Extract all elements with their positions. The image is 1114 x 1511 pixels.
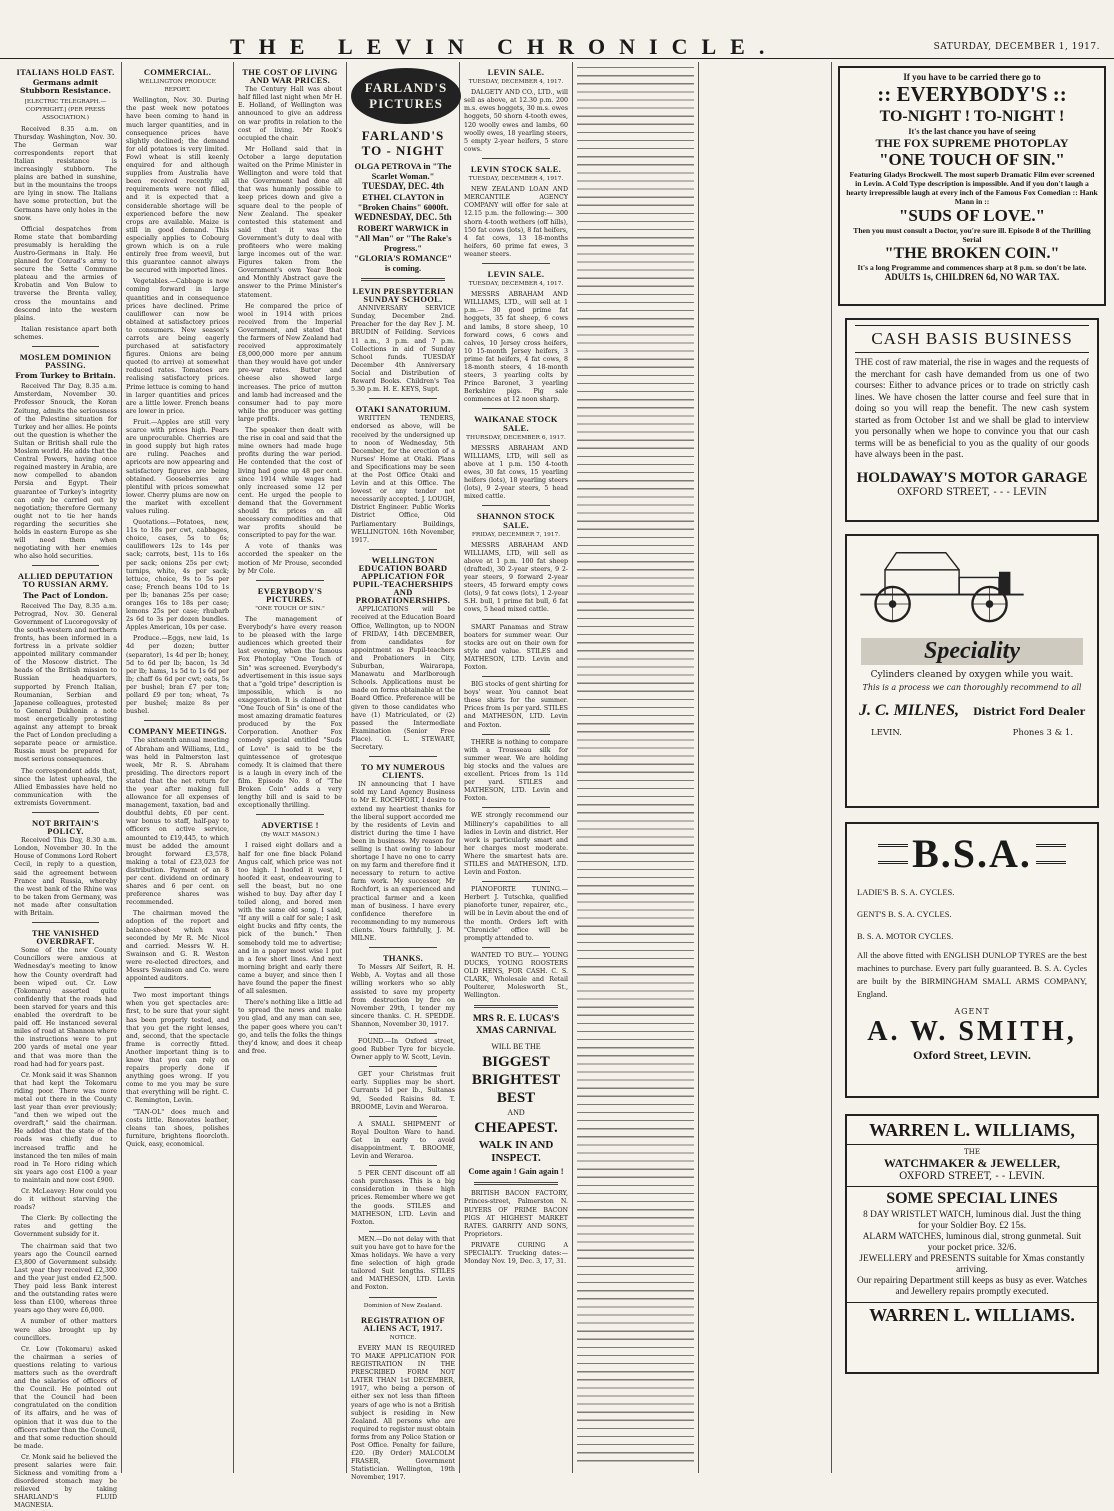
ww-line: JEWELLERY and PRESENTS suitable for Xmas constantly arriving. xyxy=(859,1254,1085,1275)
headline-levin-sale: LEVIN SALE. xyxy=(487,67,545,77)
ww-line: 8 DAY WRISTLET WATCH, luminous dial. Just the thing for your Soldier Boy. £2 15s. xyxy=(863,1210,1081,1231)
sale-date: TUESDAY, DECEMBER 4, 1917. xyxy=(468,281,564,288)
headline-education-board: WELLINGTON EDUCATION BOARD APPLICATION FOR PUPIL-TEACHERSHIPS AND PROBATIONERSHIPS. xyxy=(352,554,454,606)
headline-cost-of-living: THE COST OF LIVING AND WAR PRICES. xyxy=(242,67,338,86)
farlands-line: WEDNESDAY, DEC. 5th xyxy=(354,212,452,222)
ww-title: WARREN L. WILLIAMS, xyxy=(847,1116,1097,1145)
newspaper-title: THE LEVIN CHRONICLE. xyxy=(230,34,779,59)
headline-not-britain: NOT BRITAIN'S POLICY. xyxy=(31,817,100,837)
lucas-line: AND xyxy=(507,1108,525,1118)
classified: PIANOFORTE TUNING.—Herbert J. Tutschka, qualified pianoforte tuner, repairer, etc., will be in Levin about the end of the month. Orders left with "Chronicle" office will be promptly attended to. xyxy=(464,886,568,942)
article-paragraph: There's nothing like a little ad to spread the news and make you glad, and any man can see, the paper goes where you can't go, and tells the folks the things they'd know, and does it cheap and free. xyxy=(238,999,342,1055)
ad-headline: "SUDS OF LOVE." xyxy=(898,206,1046,225)
article-paragraph: The Clerk: By collecting the rates and getting the Government subsidy for it. xyxy=(14,1215,117,1239)
headline-waikanae: WAIKANAE STOCK SALE. xyxy=(474,414,558,433)
classified: THERE is nothing to compare with a Trousseau silk for summer wear. We are holding big stocks and the values are excellent. Prices from 1s 11d per yard. STILES and MATHESON, LTD. Levin and Foxton. xyxy=(464,738,568,803)
masthead xyxy=(0,0,1114,59)
headline-commercial: COMMERCIAL. xyxy=(143,67,212,77)
ww-line: Our repairing Department still keeps as busy as ever. Watches and Jewellery repairs promptly executed. xyxy=(857,1276,1087,1297)
wing-icon xyxy=(1036,844,1066,864)
subhead-moslem: From Turkey to Britain. xyxy=(15,371,116,381)
headline-company-meetings: COMPANY MEETINGS. xyxy=(128,726,227,737)
article-paragraph: The chairman said that two years ago the Council earned £3,800 of Government subsidy. Last year they received £2,300 and the year just ended £2,500. They paid less Bank interest and the outstanding rates were less than £100, whereas three years ago they were £6,000. xyxy=(14,1242,117,1315)
article-paragraph: Received This Day, 8.30 a.m. London, November 30. In the House of Commons Lord Robert Cecil, in reply to a question, said the agreement between France and Russia, whereby the west bank of the Rhine was to be taken from Germany, was not made after consultation with Britain. xyxy=(14,837,117,917)
column-rule xyxy=(233,62,234,1473)
ad-line: THE FOX SUPREME PHOTOPLAY xyxy=(875,136,1069,150)
headline-allied: ALLIED DEPUTATION TO RUSSIAN ARMY. xyxy=(17,571,114,590)
article-paragraph: Mr Holland said that in October a large deputation waited on the Prime Minister in Wellington and were told that the Government had done all that was humanly possible to keep prices down and give a square deal to the people of New Zealand. The speaker contested this statement and said that it was the Government's duty to deal with profiteers who were making large incomes out of the war. Figures taken from the Government's own Year Book and Monthly Abstract gave the answer to the Prime Minister's statement. xyxy=(238,145,342,299)
everybodys-advert xyxy=(838,66,1106,306)
headline-everybodys: EVERYBODY'S PICTURES. xyxy=(257,585,323,604)
notice-heading: NOTICE. xyxy=(389,1334,417,1341)
milnes-ford-advert xyxy=(845,534,1099,808)
notice-paragraph: IN announcing that I have sold my Land Agency Business to Mr E. ROCHFORT, I desire to extend my heartiest thanks for the liberal support accorded me by the residents of Levin and district during the time I have been in business. My reason for selling is that owing to labour shortage I have no one to carry on my farm and therefore find it necessary to return to active farm work. My successor, Mr Rochfort, is an experienced and practical farmer and a keen man of business. I have every confidence therefore in recommending to my numerous clients. Yours faithfully, J. M. MILNE. xyxy=(351,781,455,943)
ww-line: ALARM WATCHES, luminous dial, strong gunmetal. Suit your pocket price. 32/6. xyxy=(862,1232,1082,1253)
headline-italians: ITALIANS HOLD FAST. xyxy=(16,67,115,77)
sale-date: FRIDAY, DECEMBER 7, 1917. xyxy=(471,531,561,538)
farlands-line: TUESDAY, DEC. 4th xyxy=(362,181,444,191)
bsa-body: All the above fitted with ENGLISH DUNLOP TYRES are the best machines to purchase. Every part fully guaranteed. B. S. A. Cycles are built by the BIRMINGHAM SMALL ARMS COMPANY, England. xyxy=(857,950,1087,999)
headline-vanished-overdraft: THE VANISHED OVERDRAFT. xyxy=(31,928,100,947)
cash-body: THE cost of raw material, the rise in wages and the requests of the merchant for cash have demanded from us one of two courses: Either to advance prices or to trade on strictly cash lines. We have chosen the latter course and feel sure that in doing so you will reap the benefit. The new cash system started as from October 1st and we shall be glad to interview you personally when we hope to convince you that our cash terms will be as beneficial to you as the quality of our goods have always been in the past. xyxy=(855,358,1089,460)
sale-date: TUESDAY, DECEMBER 4, 1917. xyxy=(468,176,564,183)
farlands-advert xyxy=(351,68,455,273)
article-paragraph: Official despatches from Rome state that bombarding presumably is heralding the Austro-Germans in Italy. He planned for Conrad's army to secure the Sette Commune plateau and the armies of Krobatin and Von Bulow to traverse the Brenta valley, cross the mountains and descend into the western plains. xyxy=(14,225,117,322)
cash-title: CASH BASIS BUSINESS xyxy=(855,325,1089,353)
headline-clients: TO MY NUMEROUS CLIENTS. xyxy=(360,762,445,781)
logo-text: FARLAND'S xyxy=(364,80,448,95)
warren-williams-advert xyxy=(845,1114,1099,1374)
ww-trade: WATCHMAKER & JEWELLER, xyxy=(883,1156,1061,1170)
classified: GET your Christmas fruit early. Supplies may be short. Currants 1d per lb., Sultanas 9d, Seeded Raisins 8d. T. BROOME, Levin and Weraroa. xyxy=(351,1071,455,1111)
headline-otaki: OTAKI SANATORIUM. xyxy=(355,404,451,415)
subhead-allied: The Pact of London. xyxy=(22,590,109,600)
bsa-line: B. S. A. MOTOR CYCLES. xyxy=(857,931,954,941)
article-paragraph: Cr. Monk said it was Shannon that had kept the Tokomaru riding poor. There was more metal out there in the County last year than ever previously; "and then we wiped out the overdraft," said the chairman. He added that the state of the roads was chiefly due to increased traffic and he instanced the ten miles of main road in Te Horo riding which six years ago cost £100 a year to maintain and now cost £900. xyxy=(14,1071,117,1184)
ad-line: It's the last chance you have of seeing xyxy=(908,127,1036,136)
lucas-line: WALK IN AND INSPECT. xyxy=(478,1139,554,1165)
headline-presbyterian: LEVIN PRESBYTERIAN SUNDAY SCHOOL. xyxy=(352,286,454,305)
classified: WE strongly recommend our Millinery's capabilities to all ladies in Levin and district. Her work is particularly smart and her charges most moderate. Where the smartest hats are. STILES and MATHESON, LTD. Levin and Foxton. xyxy=(464,812,568,877)
bsa-agent-name: A. W. SMITH, xyxy=(867,1016,1077,1047)
column-2 xyxy=(126,62,229,1473)
telegraph-note: [ELECTRIC TELEGRAPH.—COPYRIGHT.] (PER PRESS ASSOCIATION.) xyxy=(24,99,107,122)
classified: WANTED TO BUY.— YOUNG DUCKS, YOUNG ROOSTERS OLD HENS, FOR CASH. C. S. CLARK, Wholesale and Retail Poulterer, Molesworth St., Wellington. xyxy=(464,951,568,1000)
column-rule xyxy=(831,62,832,1473)
sale-date: TUESDAY, DECEMBER 4, 1917. xyxy=(468,79,564,86)
logo-text: PICTURES xyxy=(369,96,443,111)
lucas-line: Come again ! Gain again ! xyxy=(468,1166,564,1177)
dealer-name: J. C. MILNES, xyxy=(859,702,960,719)
headline-levin-sale-2: LEVIN SALE. xyxy=(487,268,545,279)
ad-headline: :: EVERYBODY'S :: xyxy=(877,82,1067,106)
classified: MEN.—Do not delay with that suit you have got to have for the Xmas holidays. We have a very fine selection of high grade tailored Suit lengths. STILES and MATHESON, LTD. Levin and Foxton. xyxy=(351,1235,455,1292)
article-paragraph: The sixteenth annual meeting of Abraham and Williams, Ltd., was held in Palmerston last week, Mr R. S. Abraham presiding. The directors report stated that the net return for the year after making full allowance for all expenses of management, taxation, bad and doubtful debts, £0 per cent. war bonus to staff, half-pay to officers on active service, amounted to £19,445, to which must be added the amount brought forward £3,578, making a total of £23,023 for distribution. Payment of an 8 per cent. dividend on ordinary shares and 6 per cent. on preference shares was recommended. xyxy=(126,737,229,907)
farlands-title: FARLAND'S TO - NIGHT xyxy=(361,128,445,158)
ww-special-lines: SOME SPECIAL LINES xyxy=(847,1186,1097,1208)
article-paragraph: I raised eight dollars and a half for one fine black Poland Angus calf, which price was not too high. I hoofed it west, I hoofed it east, endeavouring to sell the beast, but no one wished to buy. Day after day I toiled along, and bored men with the same old song. I said, "If any will a calf for sale; I ask eight bucks and fifty cents, the pick of the bunch." Then somebody told me to advertise; and in a paper most wise I put in a few short lines. And next morning bright and early there came a buyer, and since then I have found the paper the finest of all salesmen. xyxy=(238,842,342,996)
notice-paragraph: EVERY MAN IS REQUIRED TO MAKE APPLICATION FOR REGISTRATION IN THE PRESCRIBED FORM NOT LATER THAN 1st DECEMBER, 1917, who being a person of either sex not less than fifteen years of age who is not a British subject is residing in New Zealand. All persons who are required to register must obtain forms from any Police Station or Post Office. Penalty for failure, £20. (By Order) MALCOLM FRASER, Government Statistician. Wellington, 19th November, 1917. xyxy=(351,1344,455,1482)
article-paragraph: Received Thr Day, 8.35 a.m. Amsterdam, November 30. Professor Snouck, the Koran Zeitung, admits the seriousness of the Palestine situation for Turkey and her allies. He points out the question is whether the Sultan or British shall rule the Moslem world. He adds that the Central Powers, having once regained mastery in Arabia, are now compelled to abandon Persia and Egypt. Their guarantee of Turkey's integrity can only be carried out by negotiation; therefore Germany ought not to tie her hands regarding the securities she holds in eastern Europe as she will need them when negotiating with her enemies who also hold securities. xyxy=(14,383,117,561)
dealer-phone: Phones 3 & 1. xyxy=(1012,728,1073,738)
ad-headline: "THE BROKEN COIN." xyxy=(884,245,1060,262)
subhead-produce-report: WELLINGTON PRODUCE REPORT. xyxy=(139,79,216,94)
bsa-logo-text: B.S.A. xyxy=(912,831,1032,876)
article-paragraph: Quotations.—Potatoes, new, 11s to 18s per cwt, cabbages, choice, cases, 5s to 6s; cauliflowers 12s to 14s per sack; carrots, best, 11s to 16s per sack; onions 25s per cwt; turnips, white, 4s per sack; lettuce, choice, 9s to 5s per case; French beans 10d to 1s per lb; bananas 25s per case; oranges 16s to 18s per case; lemons 25s per case; rhubarb 2s 6d to 3s per dozen bundles. Apples American, 10s per case. xyxy=(126,519,229,632)
farlands-logo xyxy=(351,68,461,124)
column-4 xyxy=(351,62,455,1482)
bsa-agent-label: AGENT xyxy=(954,1007,990,1016)
column-1 xyxy=(14,62,117,1510)
column-5 xyxy=(464,62,568,1473)
ad-line: ADULTS 1s, CHILDREN 6d, NO WAR TAX. xyxy=(884,272,1060,282)
article-paragraph: Some of the new County Councillors were anxious at Wednesday's meeting to know how the County overdraft had been wiped out. Cr. Low (Tokomaru) asserted quite confidently that the roads had been starved for years and this enabled the overdraft to be paid off. He instanced several miles of road at Shannon where the instructions were to put 200 yards of metal one year and that was more than the road had had for years past. xyxy=(14,947,117,1068)
dominion-heading: Dominion of New Zealand. xyxy=(363,1302,443,1309)
notice-paragraph: WRITTEN TENDERS, endorsed as above, will be received by the undersigned up to noon of Wednesday, 5th December, for the erection of a Nurses' Home at Otaki. Plans and Specifications may be seen at the Post Office Otaki and Levin and at this Office. The lowest or any tender not necessarily accepted. J. LOUGH, District Engineer. Public Works District Office, Old Parliamentary Buildings, WELLINGTON. 16th November, 1917. xyxy=(351,415,455,544)
ad-line: TO-NIGHT ! TO-NIGHT ! xyxy=(879,108,1065,125)
classified: SMART Panamas and Straw boaters for summer wear. Our stocks are out on their own for style and value. STILES and MATHESON, LTD. Levin and Foxton. xyxy=(464,623,568,671)
article-paragraph: The speaker then dealt with the rise in coal and said that the mine owners had made huge profits during the war period. He contended that the cost of living had gone up 48 per cent. since 1914 while wages had only increased some 12 per cent. He urged the people to demand that the Government should fix prices on all necessary commodities and that war profits should be conscripted to pay for the war. xyxy=(238,427,342,540)
speciality-line: This is a process we can thoroughly recommend to all xyxy=(862,683,1082,692)
dealer-role: District Ford Dealer xyxy=(973,707,1085,718)
farlands-line: ETHEL CLAYTON in "Broken Chains" 6000ft. xyxy=(357,192,449,212)
article-paragraph: Wellington, Nov. 30. During the past week new potatoes have been coming to hand in much larger quantities, and in consequence prices have slightly declined; the demand for old potatoes is very limited. Fowl wheat is still keenly enquired for and although supplies from Australia have been received recently all requirements were not filled, and it is expected that a considerable shortage will be experienced before the new crops are available. Maize is still in good demand. This especially applies to Cobourg grown which is on a rule entirely free from weevil, but this guarantee cannot always be secured with imported lines. xyxy=(126,97,229,275)
notice-paragraph: ANNIVERSARY SERVICE Sunday, December 2nd. Preacher for the day Rev J. M. BRUDIN of Feilding. Services 11 a.m., 3 p.m. and 7 p.m. Collections in aid of Sunday School funds. TUESDAY December 4th Anniversary Social and Distribution of Reward Books. Children's Tea 5.30 p.m. H. E. KEYS, Supt. xyxy=(351,305,455,394)
sale-paragraph: MESSRS ABRAHAM AND WILLIAMS, LTD, will sell as above at 1 p.m. 150 4-tooth ewes, 30 fat cows, 15 yearling heifers (lots), 18 yearling steers (lots), 9 2-year steers, 5 head mixed cattle. xyxy=(464,444,568,501)
classified: BRITISH BACON FACTORY, Princes-street, Palmerston N. BUYERS OF PRIME BACON PIGS AT HIGHEST MARKET RATES. GARRITY AND SONS, Proprietors. xyxy=(464,1190,568,1238)
subhead-italians: Germans admit Stubborn Resistance. xyxy=(20,78,111,96)
lucas-line: WILL BE THE xyxy=(491,1042,541,1052)
sale-paragraph: DALGETY AND CO., LTD., will sell as above, at 12.30 p.m. 200 m.s. ewes hoggets, 30 m.s. ewes hoggets, 50 shorn 4-tooth ewes, 120 woolly ewes and lambs, 60 woolly ewes, 18 yearling steers, 5 empty 2-year heifers, 5 store cows. xyxy=(464,89,568,153)
garage-address: OXFORD STREET, - - - LEVIN xyxy=(897,486,1047,498)
notice-paragraph: To Messrs Alf Seifert, R. H. Webb, A. Voytas and all those willing workers who so ably assisted to save my property from destruction by fire on November 29th, I tender my sincere thanks. C. H. SPEDDE. Shannon, November 30, 1917. xyxy=(351,964,455,1028)
bsa-cycles-advert xyxy=(845,822,1099,1098)
column-rule xyxy=(572,62,573,1473)
article-paragraph: The correspondent adds that, since the latest upheaval, the Allied Embassies have held no communication with the extremists Government. xyxy=(14,767,117,807)
bsa-agent-address: Oxford Street, LEVIN. xyxy=(913,1048,1031,1062)
article-paragraph: A number of other matters were also brought up by councillors. xyxy=(14,1318,117,1342)
headline-shannon: SHANNON STOCK SALE. xyxy=(476,511,556,530)
headline-moslem: MOSLEM DOMINION PASSING. xyxy=(19,352,112,371)
sale-date: THURSDAY, DECEMBER 6, 1917. xyxy=(466,434,566,441)
ww-address: OXFORD STREET, - - LEVIN. xyxy=(899,1171,1045,1182)
headline-advertise: ADVERTISE ! xyxy=(261,820,319,831)
farlands-line: ROBERT WARWICK in "All Man" or "The Rake's Progress." xyxy=(354,223,452,253)
classified: 5 PER CENT discount off all cash purchases. This is a big consideration in these high prices. Remember where we get the goods. STILES and MATHESON, LTD. Levin and Foxton. xyxy=(351,1170,455,1226)
advert-paragraph: "TAN-OL" does much and costs little. Renovates leather, cleans tan shoes, polishes furniture, brightens floorcloth. Quick, easy, economical. xyxy=(126,1108,229,1148)
headline-levin-stock-sale: LEVIN STOCK SALE. xyxy=(470,163,562,174)
lucas-big-line: CHEAPEST. xyxy=(474,1120,558,1137)
speciality-line: Cylinders cleaned by oxygen while you wait. xyxy=(870,670,1074,680)
article-paragraph: The Century Hall was about half filled last night when Mr H. E. Holland, of Wellington was announced to give an address on war profits in relation to the cost of living. Mr Rook's occupied the chair. xyxy=(238,86,342,142)
article-paragraph: Received 8.35 a.m. on Thursday. Washington, Nov. 30. The German war correspondents report that Italian resistance is increasingly stubborn. The plains are bathed in sunshine, but in the mountains the troops are lying in snow. The Italians have some protection, but the Germans have only holes in the snow. xyxy=(14,125,117,222)
article-paragraph: The chairman moved the adoption of the report and balance-sheet which was seconded by Mr R. Mc Nicol and carried. Messrs W. H. Swainson and G. R. Weston were re-elected directors, and Messrs Swainson and Co. were appointed auditors. xyxy=(126,910,229,983)
sale-paragraph: NEW ZEALAND LOAN AND MERCANTILE AGENCY COMPANY will offer for sale at 12.15 p.m. the following:— 300 shorn 4-tooth wethers (off hills), 150 fat cows (lots), 8 fat heifers, 4 fat cows, 13 18-months heifers, 60 prime fat ewes, 3 weaner steers. xyxy=(464,186,568,258)
column-6 xyxy=(577,62,694,1473)
article-paragraph: Vegetables.—Cabbage is now coming forward in large quantities and in consequence prices have declined. Prime cauliflower can now be obtained at satisfactory prices to consumers. New season's carrots are being eagerly purchased at satisfactory figures. Onions are being quoted (to arrive) at somewhat reduced rates. Tomatoes are realising satisfactory prices. Prime lettuce is coming to hand in larger quantities and prices are a little lower. French beans are lower in price. xyxy=(126,278,229,415)
bsa-line: GENT'S B. S. A. CYCLES. xyxy=(857,909,952,919)
lucas-carnival-advert xyxy=(464,1013,568,1177)
article-paragraph: Fruit.—Apples are still very scarce with prices high. Pears are unprocurable. Cherries are in good supply but high rates are ruling. Peaches and apricots are now appearing and satisfactory figures are being obtained. Gooseberries are plentiful with prices somewhat lower. Cherry plums are now on the market with excellent values ruling. xyxy=(126,418,229,515)
ad-line: If you have to be carried there go to xyxy=(903,72,1041,82)
car-illustration xyxy=(847,542,1037,630)
subhead-one-touch: "ONE TOUCH OF SIN." xyxy=(255,605,325,612)
lucas-big-line: BIGGEST BRIGHTEST BEST xyxy=(471,1054,561,1107)
article-paragraph: Cr. Monk said he believed the present salaries were fair. Sickness and vomiting from a disordered stomach may be relieved by taking SHARLAND'S FLUID MAGNESIA. xyxy=(14,1453,117,1510)
column-rule xyxy=(698,62,699,1473)
ad-line: It's a long Programme and commences sharp at 8 p.m. so don't be late. xyxy=(857,263,1087,272)
classified: FOUND.—In Oxford street, good Rubber Tyre for bicycle. Owner apply to W. Scott, Levin. xyxy=(351,1037,455,1062)
article-paragraph: Received The Day, 8.35 a.m. Petrograd, Nov. 30. General Government of Lucoregovsky of the south-western and northern fronts, has been informed in a fortress in a private soldier appointed military commander of the Moscow district. The heads of the British mission to Russian headquarters, supported by French Italian, Roumanian, Serbian and Japanese colleagues, protested to General Dukhonin a note most energetically protesting against any attempt to break the Pact of London precluding a separate peace or armistice. Russia must be prepared for most serious consequences. xyxy=(14,602,117,764)
advert-paragraph: Two most important things when you get spectacles are: first, to be sure that your sight has been properly tested, and that you get the right lenses, and, second, that the spectacle frame is correctly fitted. Another important thing is to know that you can rely on repairs properly done if anything goes wrong. If you come to me you may be sure that everything will be right. C. C. Remington, Levin. xyxy=(126,992,229,1105)
article-paragraph: A vote of thanks was accorded the speaker on the motion of Mr Prouse, seconded by Mr Cole. xyxy=(238,543,342,575)
article-paragraph: He compared the price of wool in 1914 with prices received from the Imperial Government, and stated that the farmers of New Zealand had received approximately £8,000,000 more per annum than they would have got under pre-war rates. Butter and cheese also showed large increases. The price of mutton and lamb had increased and the consumer had to pay more while the producer was getting large profits. xyxy=(238,302,342,423)
classified: BIG stocks of gent shirting for boys' wear. You cannot beat these shirts for the summer. Prices from 1s per yard. STILES and MATHESON, LTD. Levin and Foxton. xyxy=(464,681,568,729)
issue-date: SATURDAY, DECEMBER 1, 1917. xyxy=(933,42,1100,52)
article-paragraph: Cr. Low (Tokomaru) asked the chairman a series of questions relating to various matters such as the overdraft and the salaries of officers of the Council. He pointed out that the Council had been congratulated on the condition of its affairs, and he was of opinion that it was due to the officers rather than the Council, and that some reduction should be made. xyxy=(14,1345,117,1450)
byline-walt-mason: (By WALT MASON.) xyxy=(260,832,320,839)
article-paragraph: The management of Everybody's have every reason to be pleased with the large audiences which greeted their last evening, when the famous Fox Photoplay "One Touch of Sin" was screened. Everybody's advertisement in this issue says that a "gold tripe" description is impossible, which is no exaggeration. It is claimed that "One Touch of Sin" is one of the most amazing dramatic features produced by the Fox Corporation. Another Fox comedy special entitled "Suds of Love" is said to be the quintessence of grotesque comedy. It is claimed that there is a laugh in every inch of the film. Episode No. 8 of "The Broken Coin" adds a very lengthy bill and is said to be exceptionally thrilling. xyxy=(238,616,342,810)
column-3 xyxy=(238,62,342,1473)
farlands-line: OLGA PETROVA in "The Scarlet Woman." xyxy=(354,161,452,181)
wing-icon xyxy=(878,844,908,864)
dealer-town: LEVIN. xyxy=(871,728,902,738)
ad-line: Featuring Gladys Brockwell. The most superb Dramatic Film ever screened in Levin. A Cold Type description is impossible. And if you don't laugh a hearty irrepressible laugh at every inch of the Famous Fox Comedian :: Hank Mann in :: xyxy=(846,170,1098,206)
headline-aliens: REGISTRATION OF ALIENS ACT, 1917. xyxy=(361,1314,445,1333)
article-paragraph: Produce.—Eggs, new laid, 1s 4d per dozen; butter (separator), 1s 4d per lb; honey, 5d to 6d per lb; bacon, 1s 3d per lb; hams, 1s 5d to 1s 6d per lb; chaff 6s 6d per cwt; oats, 5s per bushel; bran £7 per ton; pollard £9 per ton; wheat, 7s per bushel; maize 8s per bushel. xyxy=(126,635,229,716)
holdaway-garage-advert xyxy=(845,318,1099,522)
speciality-title: Speciality xyxy=(861,638,1083,665)
lucas-title: MRS R. E. LUCAS'S XMAS CARNIVAL xyxy=(472,1014,560,1037)
ad-headline: "ONE TOUCH OF SIN." xyxy=(879,150,1065,169)
sale-paragraph: MESSRS ABRAHAM AND WILLIAMS, LTD, will sell as above at 1 p.m. 100 fat sheep (drafted), 30 2-year steers, 9 2-year steers, 9 forward 2-year steers, 45 forward empty cows (lots), 9 fat cows (lots), 1 2-year S.H. bull, 1 prime fat bull, 6 fat cows, 5 head mixed cattle. xyxy=(464,541,568,614)
bsa-logo xyxy=(847,830,1097,877)
column-rule xyxy=(121,62,122,1473)
farlands-line: "GLORIA'S ROMANCE" is coming. xyxy=(354,253,452,273)
ww-footer: WARREN L. WILLIAMS. xyxy=(847,1302,1097,1326)
classified: A SMALL SHIPMENT of Royal Doulton Ware to hand. Get in early to avoid disappointment. T. BROOME, Levin and Weraroa. xyxy=(351,1120,455,1161)
notice-paragraph: APPLICATIONS will be received at the Education Board Office, Wellington, up to NOON of FRIDAY, 14th DECEMBER, from candidates for appointment as Pupil-teachers and Probationers in City, Suburban, Wairarapa, Manawatu and Marlborough Schools. Applications must be made on forms obtainable at the Board Office. Preference will be given to those candidates who have (1) Matriculated, or (2) passed the Intermediate Examination (Senior Free Place). G. L. STEWART, Secretary. xyxy=(351,606,455,751)
headline-thanks: THANKS. xyxy=(382,953,424,964)
ad-line: Then you must consult a Doctor, you're sure ill. Episode 8 of the Thrilling Serial xyxy=(853,226,1091,244)
column-rule xyxy=(346,62,347,1473)
text-block xyxy=(577,64,694,1464)
article-paragraph: Italian resistance apart both schemes. xyxy=(14,325,117,341)
classified: PRIVATE CURING A SPECIALTY. Trucking dates:—Monday Nov. 19, Dec. 3, 17, 31. xyxy=(464,1241,568,1266)
ww-the: THE xyxy=(964,1148,980,1156)
bsa-line: LADIE'S B. S. A. CYCLES. xyxy=(857,887,955,897)
sale-paragraph: MESSRS ABRAHAM AND WILLIAMS, LTD., will sell at 1 p.m.— 30 good prime fat hoggets, 35 fat sheep, 6 cows and lambs, 8 store sheep, 10 forward cows, 6 cows and calves, 10 Jersey cross heifers, 10 15-month Jersey heifers, 3 prime fat heifers, 4 fat cows, 8 18-month steers, 4 18-month steers, 3 yearling colts by Prince Baronet, 3 yearling Berkshire pigs. Pig sale commences at 12 noon sharp. xyxy=(464,291,568,404)
column-rule xyxy=(459,62,460,1473)
article-paragraph: Cr. McLeavey: How could you do it without starving the roads? xyxy=(14,1188,117,1212)
garage-name: HOLDAWAY'S MOTOR GARAGE xyxy=(856,469,1088,486)
